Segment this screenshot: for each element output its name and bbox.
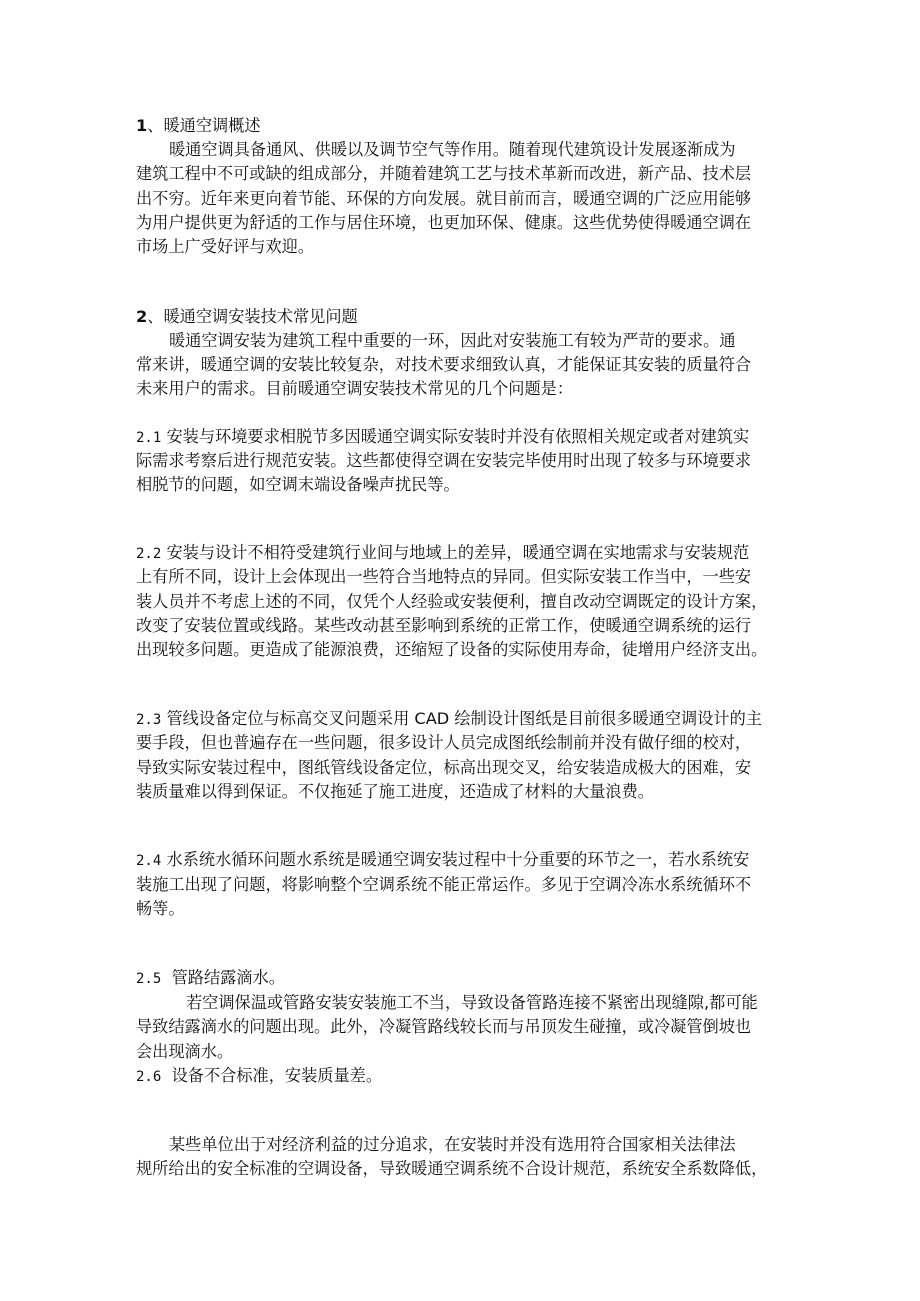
section-1-paragraph-line: 暖通空调具备通风、供暖以及调节空气等作用。随着现代建筑设计发展逐渐成为 bbox=[169, 140, 736, 159]
item-2-2-line: 装人员并不考虑上述的不同，仅凭个人经验或安装便利，擅自改动空调既定的设计方案， bbox=[136, 592, 768, 611]
item-2-1-line: 际需求考察后进行规范安装。这些都使得空调在安装完毕使用时出现了较多与环境要求 bbox=[136, 451, 752, 470]
item-2-4-text: 水系统水循环问题水系统是暖通空调安装过程中十分重要的环节之一，若水系统安 bbox=[166, 850, 750, 869]
section-1-number: 1 bbox=[136, 116, 148, 135]
item-2-2-line: 上有所不同，设计上会体现出一些符合当地特点的异同。但实际安装工作当中，一些安 bbox=[136, 567, 752, 586]
item-2-1-text: 安装与环境要求相脱节多因暖通空调实际安装时并没有依照相关规定或者对建筑实 bbox=[166, 427, 750, 446]
item-2-6-line: 某些单位出于对经济利益的过分追求，在安装时并没有选用符合国家相关法律法 bbox=[169, 1135, 736, 1154]
item-2-5-line: 若空调保温或管路安装安装施工不当，导致设备管路连接不紧密出现缝隙,都可能 bbox=[186, 993, 758, 1012]
item-2-3-line bbox=[136, 707, 786, 732]
item-2-5-line: 导致结露滴水的问题出现。此外，冷凝管路线较长而与吊顶发生碰撞，或冷凝管倒坡也 bbox=[136, 1017, 752, 1036]
item-2-3-number: 2.3 bbox=[136, 712, 162, 728]
item-2-6-heading bbox=[136, 1064, 786, 1089]
item-2-5-line: 会出现滴水。 bbox=[136, 1042, 234, 1061]
item-2-2-line bbox=[136, 541, 786, 566]
section-2-paragraph-line: 暖通空调安装为建筑工程中重要的一环，因此对安装施工有较为严苛的要求。通 bbox=[169, 331, 736, 350]
section-1-paragraph-line: 市场上广受好评与欢迎。 bbox=[136, 237, 315, 256]
section-2-title: 、暖通空调安装技术常见问题 bbox=[147, 307, 358, 326]
section-1-paragraph-line: 为用户提供更为舒适的工作与居住环境，也更加环保、健康。这些优势使得暖通空调在 bbox=[136, 213, 752, 232]
section-1-title: 、暖通空调概述 bbox=[147, 116, 261, 135]
item-2-5-number: 2.5 bbox=[136, 971, 162, 987]
item-2-2-line: 改变了安装位置或线路。某些改动甚至影响到系统的正常工作，使暖通空调系统的运行 bbox=[136, 616, 752, 635]
item-2-5-heading bbox=[136, 966, 786, 991]
item-2-1-line: 相脱节的问题，如空调末端设备噪声扰民等。 bbox=[136, 475, 460, 494]
item-2-2-line: 出现较多问题。更造成了能源浪费，还缩短了设备的实际使用寿命，徒增用户经济支出。 bbox=[136, 640, 768, 659]
item-2-6-number: 2.6 bbox=[136, 1069, 162, 1085]
section-1-paragraph-line: 建筑工程中不可或缺的组成部分，并随着建筑工艺与技术革新而改进，新产品、技术层 bbox=[136, 164, 752, 183]
section-2-paragraph-line: 未来用户的需求。目前暖通空调安装技术常见的几个问题是： bbox=[136, 379, 574, 398]
section-2-paragraph-line: 常来讲，暖通空调的安装比较复杂，对技术要求细致认真，才能保证其安装的质量符合 bbox=[136, 355, 752, 374]
item-2-2-text: 安装与设计不相符受建筑行业间与地域上的差异，暖通空调在实地需求与安装规范 bbox=[166, 543, 750, 562]
item-2-2-number: 2.2 bbox=[136, 546, 162, 562]
item-2-5-title: 管路结露滴水。 bbox=[171, 968, 285, 987]
item-2-4-line bbox=[136, 848, 786, 873]
item-2-4-number: 2.4 bbox=[136, 853, 162, 869]
item-2-4-line: 装施工出现了问题，将影响整个空调系统不能正常运作。多见于空调冷冻水系统循环不 bbox=[136, 875, 752, 894]
section-1-paragraph-line: 出不穷。近年来更向着节能、环保的方向发展。就目前而言，暖通空调的广泛应用能够 bbox=[136, 189, 752, 208]
item-2-6-line: 规所给出的安全标准的空调设备，导致暖通空调系统不合设计规范，系统安全系数降低， bbox=[136, 1159, 768, 1178]
item-2-3-line: 装质量难以得到保证。不仅拖延了施工进度，还造成了材料的大量浪费。 bbox=[136, 782, 654, 801]
item-2-1-line bbox=[136, 425, 786, 450]
item-2-1-number: 2.1 bbox=[136, 430, 162, 446]
item-2-6-title: 设备不合标准，安装质量差。 bbox=[171, 1066, 383, 1085]
section-1-heading bbox=[136, 114, 786, 138]
section-2-number: 2 bbox=[136, 307, 148, 326]
item-2-3-text: 管线设备定位与标高交叉问题采用 CAD 绘制设计图纸是目前很多暖通空调设计的主 bbox=[166, 709, 762, 728]
item-2-3-line: 要手段，但也普遍存在一些问题，很多设计人员完成图纸绘制前并没有做仔细的校对， bbox=[136, 733, 752, 752]
section-2-heading bbox=[136, 305, 786, 329]
item-2-3-line: 导致实际安装过程中，图纸管线设备定位，标高出现交叉，给安装造成极大的困难，安 bbox=[136, 758, 752, 777]
item-2-4-line: 畅等。 bbox=[136, 899, 185, 918]
